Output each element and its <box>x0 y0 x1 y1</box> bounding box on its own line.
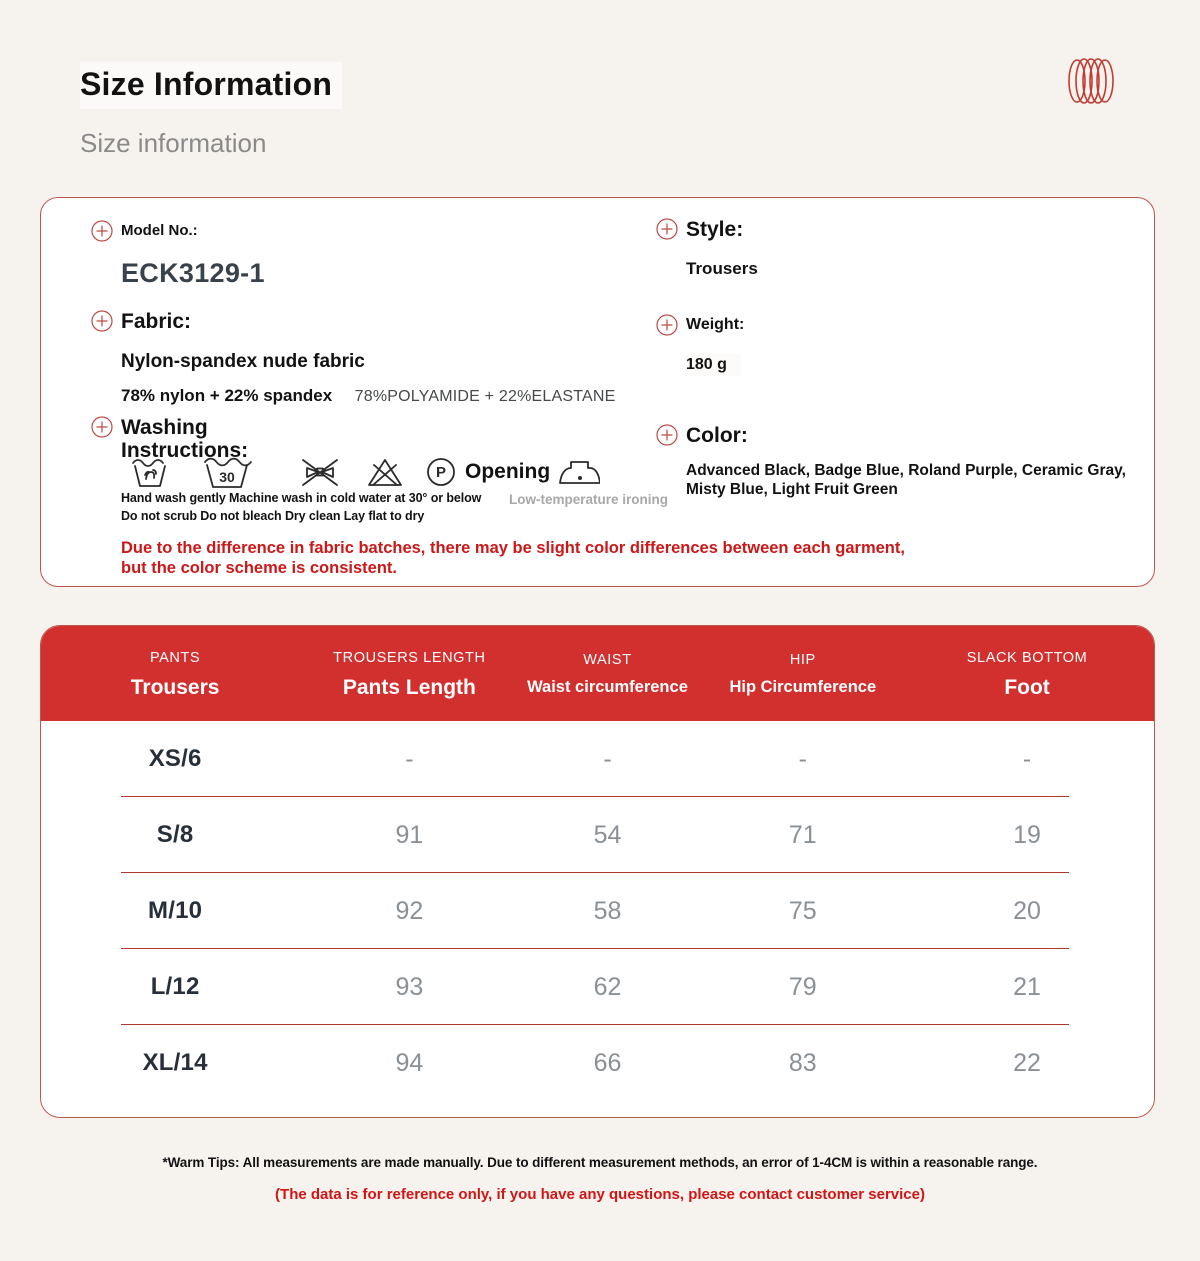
color-field <box>656 424 748 447</box>
weight-label: Weight: <box>686 316 745 333</box>
washing-caption: Hand wash gently Machine wash in cold water at 30° or below Do not scrub Do not bleach Dry clean Lay flat to dry <box>121 491 482 524</box>
header-cell-length: TROUSERS LENGTH Pants Length <box>333 649 486 699</box>
size-cell: L/12 <box>150 973 200 1000</box>
size-cell: S/8 <box>156 821 194 848</box>
svg-text:P: P <box>435 464 447 481</box>
model-label: Model No.: <box>121 222 198 239</box>
value-cell: 21 <box>1013 972 1041 1001</box>
svg-text:30: 30 <box>219 469 235 485</box>
size-table-body <box>41 721 1154 1101</box>
plus-icon <box>91 310 113 332</box>
table-row <box>41 873 1154 949</box>
value-cell: 92 <box>395 896 424 925</box>
fabric-batch-note: Due to the difference in fabric batches, there may be slight color differences between each garment, but the color scheme is consistent. <box>121 539 905 578</box>
plus-icon <box>91 220 113 242</box>
value-cell: - <box>405 744 414 773</box>
machine-wash-30-icon <box>201 454 253 490</box>
fabric-label: Fabric: <box>121 310 192 333</box>
opening-label: Opening <box>465 460 551 483</box>
plus-icon <box>91 416 113 438</box>
plus-icon <box>656 314 678 336</box>
reference-note: (The data is for reference only, if you have any questions, please contact customer service) <box>275 1186 925 1203</box>
value-cell: 83 <box>788 1048 817 1077</box>
size-cell: XL/14 <box>142 1049 208 1076</box>
value-cell: 58 <box>593 896 622 925</box>
table-row <box>41 721 1154 797</box>
size-table-header <box>41 626 1154 721</box>
value-cell: 22 <box>1013 1048 1041 1077</box>
product-info-card <box>40 197 1155 587</box>
value-cell: - <box>1022 744 1032 773</box>
dry-clean-p-icon <box>425 456 457 488</box>
fabric-field <box>91 310 191 333</box>
value-cell: 54 <box>593 820 622 849</box>
washing-label: Washing Instructions: <box>121 416 249 463</box>
warm-tips-note: *Warm Tips: All measurements are made manually. Due to different measurement methods, an error of 1-4CM is within a reasonable range. <box>162 1155 1038 1170</box>
plus-icon <box>656 424 678 446</box>
value-cell: 62 <box>593 972 622 1001</box>
do-not-wring-icon <box>297 454 343 490</box>
value-cell: 94 <box>395 1048 424 1077</box>
value-cell: - <box>798 744 807 773</box>
model-field <box>91 220 265 289</box>
style-value: Trousers <box>686 259 758 278</box>
table-row <box>41 1025 1154 1101</box>
plus-icon <box>656 218 678 240</box>
value-cell: 79 <box>788 972 817 1001</box>
value-cell: 71 <box>788 820 817 849</box>
do-not-bleach-icon <box>365 454 405 490</box>
value-cell: 91 <box>395 820 424 849</box>
fabric-name: Nylon-spandex nude fabric <box>121 351 365 372</box>
size-cell: M/10 <box>148 897 203 924</box>
iron-note: Low-temperature ironing <box>509 492 669 507</box>
color-label: Color: <box>686 424 748 447</box>
composition-alt: 78%POLYAMIDE + 22%ELASTANE <box>354 388 616 405</box>
washing-icons-row <box>127 453 600 491</box>
weight-value: 180 g <box>686 354 741 376</box>
style-field <box>656 218 743 241</box>
value-cell: 93 <box>395 972 424 1001</box>
color-value: Advanced Black, Badge Blue, Roland Purple, Ceramic Gray, Misty Blue, Light Fruit Green <box>686 462 1126 499</box>
header-cell-waist: WAIST Waist circumference <box>527 652 688 696</box>
value-cell: 19 <box>1013 820 1041 849</box>
model-value: ECK3129-1 <box>121 258 265 288</box>
value-cell: 20 <box>1013 896 1041 925</box>
header-cell-foot: SLACK BOTTOM Foot <box>966 649 1088 699</box>
hand-wash-icon <box>127 454 175 490</box>
style-label: Style: <box>686 218 744 241</box>
page-subtitle: Size information <box>80 128 267 158</box>
table-row <box>41 949 1154 1025</box>
size-table-card <box>40 625 1155 1118</box>
coil-logo-icon <box>1066 55 1116 107</box>
table-row <box>41 797 1154 873</box>
page-title: Size Information <box>80 62 342 109</box>
value-cell: 75 <box>788 896 817 925</box>
header-cell-hip: HIP Hip Circumference <box>729 652 877 696</box>
composition-main: 78% nylon + 22% spandex <box>121 386 333 405</box>
size-cell: XS/6 <box>148 745 202 772</box>
value-cell: 66 <box>593 1048 622 1077</box>
low-temp-iron-icon <box>556 455 600 489</box>
header-cell-pants: PANTS Trousers <box>130 649 220 699</box>
weight-field <box>656 314 744 336</box>
fabric-composition <box>121 386 616 406</box>
value-cell: - <box>603 744 612 773</box>
